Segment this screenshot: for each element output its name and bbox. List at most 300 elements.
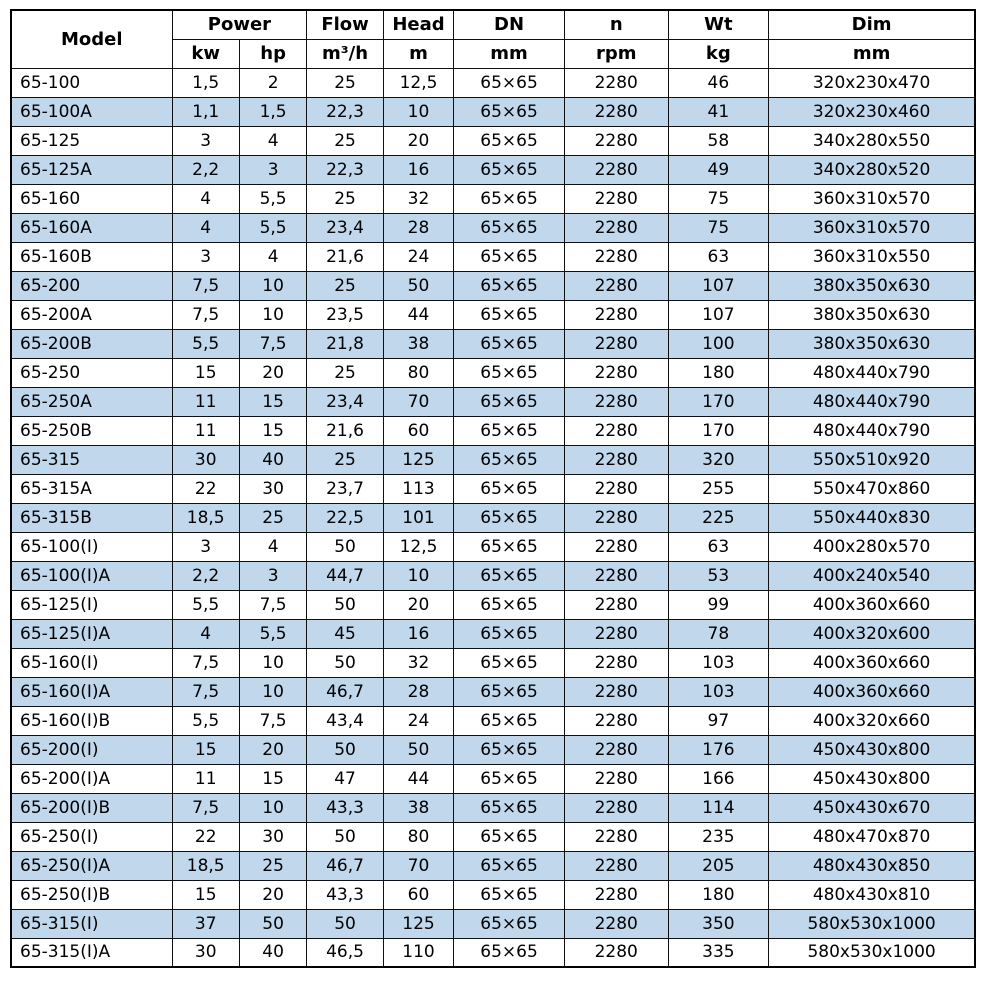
table-cell: 38 — [383, 793, 453, 822]
table-cell: 28 — [383, 677, 453, 706]
table-cell: 335 — [668, 938, 769, 967]
table-cell: 65×65 — [454, 213, 565, 242]
table-cell: 2280 — [564, 445, 668, 474]
table-cell: 65×65 — [454, 851, 565, 880]
table-row — [11, 242, 975, 271]
table-cell: 46,7 — [307, 677, 383, 706]
table-cell: 41 — [668, 97, 769, 126]
model-cell: 65-125(I) — [11, 590, 172, 619]
table-cell: 3 — [172, 126, 239, 155]
unit-header-wt: kg — [668, 39, 769, 68]
table-cell: 101 — [383, 503, 453, 532]
table-cell: 11 — [172, 416, 239, 445]
table-cell: 100 — [668, 329, 769, 358]
table-cell: 170 — [668, 387, 769, 416]
table-cell: 65×65 — [454, 155, 565, 184]
table-row — [11, 329, 975, 358]
table-row — [11, 677, 975, 706]
table-cell: 37 — [172, 909, 239, 938]
table-body — [11, 68, 975, 967]
table-cell: 5,5 — [172, 329, 239, 358]
column-header-flow: Flow — [307, 10, 383, 39]
table-cell: 99 — [668, 590, 769, 619]
unit-header-dn: mm — [454, 39, 565, 68]
table-cell: 1,5 — [239, 97, 306, 126]
model-cell: 65-200 — [11, 271, 172, 300]
model-cell: 65-200(I)A — [11, 764, 172, 793]
model-cell: 65-100(I)A — [11, 561, 172, 590]
model-cell: 65-160 — [11, 184, 172, 213]
table-cell: 550x440x830 — [769, 503, 975, 532]
table-cell: 16 — [383, 155, 453, 184]
unit-header-hp: hp — [239, 39, 306, 68]
table-cell: 65×65 — [454, 590, 565, 619]
model-cell: 65-315B — [11, 503, 172, 532]
table-row — [11, 648, 975, 677]
model-cell: 65-200A — [11, 300, 172, 329]
table-cell: 44,7 — [307, 561, 383, 590]
table-cell: 15 — [172, 735, 239, 764]
table-cell: 103 — [668, 677, 769, 706]
table-cell: 11 — [172, 764, 239, 793]
table-row — [11, 822, 975, 851]
table-cell: 7,5 — [172, 271, 239, 300]
model-cell: 65-200(I) — [11, 735, 172, 764]
table-cell: 480x440x790 — [769, 416, 975, 445]
table-cell: 12,5 — [383, 68, 453, 97]
table-cell: 50 — [383, 735, 453, 764]
table-cell: 480x430x810 — [769, 880, 975, 909]
table-cell: 24 — [383, 242, 453, 271]
table-cell: 400x320x600 — [769, 619, 975, 648]
table-cell: 4 — [239, 532, 306, 561]
table-cell: 28 — [383, 213, 453, 242]
table-cell: 20 — [239, 358, 306, 387]
model-cell: 65-125 — [11, 126, 172, 155]
table-cell: 21,8 — [307, 329, 383, 358]
model-cell: 65-250(I)B — [11, 880, 172, 909]
table-cell: 65×65 — [454, 358, 565, 387]
table-cell: 23,4 — [307, 387, 383, 416]
table-cell: 23,4 — [307, 213, 383, 242]
table-cell: 63 — [668, 242, 769, 271]
table-cell: 225 — [668, 503, 769, 532]
model-cell: 65-160B — [11, 242, 172, 271]
table-cell: 65×65 — [454, 764, 565, 793]
table-cell: 10 — [239, 271, 306, 300]
table-row — [11, 68, 975, 97]
model-cell: 65-315 — [11, 445, 172, 474]
table-row — [11, 503, 975, 532]
table-cell: 65×65 — [454, 184, 565, 213]
table-cell: 32 — [383, 184, 453, 213]
table-cell: 20 — [239, 880, 306, 909]
unit-header-n: rpm — [564, 39, 668, 68]
table-cell: 65×65 — [454, 532, 565, 561]
table-row — [11, 387, 975, 416]
table-cell: 2280 — [564, 677, 668, 706]
table-cell: 65×65 — [454, 938, 565, 967]
column-header-n: n — [564, 10, 668, 39]
table-cell: 2280 — [564, 68, 668, 97]
table-cell: 60 — [383, 880, 453, 909]
table-cell: 43,3 — [307, 793, 383, 822]
table-cell: 70 — [383, 851, 453, 880]
table-cell: 10 — [239, 300, 306, 329]
table-cell: 25 — [307, 445, 383, 474]
table-cell: 2280 — [564, 938, 668, 967]
table-cell: 2280 — [564, 590, 668, 619]
table-row — [11, 474, 975, 503]
table-cell: 1,5 — [172, 68, 239, 97]
table-cell: 360x310x570 — [769, 213, 975, 242]
table-cell: 65×65 — [454, 793, 565, 822]
table-cell: 2280 — [564, 329, 668, 358]
table-cell: 2280 — [564, 126, 668, 155]
table-cell: 65×65 — [454, 329, 565, 358]
model-cell: 65-125A — [11, 155, 172, 184]
table-cell: 380x350x630 — [769, 329, 975, 358]
table-cell: 12,5 — [383, 532, 453, 561]
table-cell: 25 — [307, 184, 383, 213]
table-cell: 2280 — [564, 706, 668, 735]
table-cell: 380x350x630 — [769, 271, 975, 300]
table-cell: 30 — [239, 822, 306, 851]
table-cell: 480x430x850 — [769, 851, 975, 880]
table-cell: 65×65 — [454, 300, 565, 329]
table-cell: 58 — [668, 126, 769, 155]
table-cell: 21,6 — [307, 416, 383, 445]
table-cell: 205 — [668, 851, 769, 880]
table-cell: 3 — [172, 532, 239, 561]
table-cell: 30 — [172, 938, 239, 967]
table-cell: 65×65 — [454, 909, 565, 938]
table-cell: 65×65 — [454, 387, 565, 416]
table-cell: 450x430x800 — [769, 735, 975, 764]
table-row — [11, 213, 975, 242]
table-cell: 50 — [307, 822, 383, 851]
table-cell: 450x430x670 — [769, 793, 975, 822]
table-cell: 550x470x860 — [769, 474, 975, 503]
table-cell: 20 — [383, 126, 453, 155]
table-cell: 25 — [239, 851, 306, 880]
table-cell: 46,7 — [307, 851, 383, 880]
table-cell: 2280 — [564, 822, 668, 851]
table-cell: 5,5 — [239, 213, 306, 242]
table-cell: 50 — [307, 735, 383, 764]
table-cell: 50 — [307, 590, 383, 619]
table-cell: 7,5 — [239, 590, 306, 619]
table-cell: 65×65 — [454, 68, 565, 97]
table-cell: 63 — [668, 532, 769, 561]
table-cell: 23,5 — [307, 300, 383, 329]
table-cell: 2280 — [564, 851, 668, 880]
table-cell: 65×65 — [454, 445, 565, 474]
model-cell: 65-160(I)A — [11, 677, 172, 706]
table-cell: 45 — [307, 619, 383, 648]
table-row — [11, 590, 975, 619]
table-cell: 65×65 — [454, 97, 565, 126]
table-cell: 10 — [383, 561, 453, 590]
table-cell: 10 — [383, 97, 453, 126]
table-cell: 580x530x1000 — [769, 909, 975, 938]
table-cell: 38 — [383, 329, 453, 358]
table-cell: 2280 — [564, 242, 668, 271]
model-cell: 65-250B — [11, 416, 172, 445]
table-cell: 1,1 — [172, 97, 239, 126]
table-cell: 480x440x790 — [769, 358, 975, 387]
table-cell: 60 — [383, 416, 453, 445]
table-cell: 4 — [172, 184, 239, 213]
table-cell: 320 — [668, 445, 769, 474]
table-cell: 400x240x540 — [769, 561, 975, 590]
table-cell: 2280 — [564, 909, 668, 938]
table-cell: 80 — [383, 358, 453, 387]
table-cell: 44 — [383, 764, 453, 793]
table-cell: 110 — [383, 938, 453, 967]
table-cell: 2280 — [564, 155, 668, 184]
table-row — [11, 561, 975, 590]
model-cell: 65-250 — [11, 358, 172, 387]
table-cell: 20 — [383, 590, 453, 619]
unit-header-dim: mm — [769, 39, 975, 68]
table-cell: 78 — [668, 619, 769, 648]
table-cell: 2280 — [564, 619, 668, 648]
table-cell: 10 — [239, 648, 306, 677]
table-cell: 170 — [668, 416, 769, 445]
table-row — [11, 358, 975, 387]
table-cell: 125 — [383, 445, 453, 474]
table-cell: 80 — [383, 822, 453, 851]
table-row — [11, 706, 975, 735]
table-cell: 255 — [668, 474, 769, 503]
table-cell: 3 — [172, 242, 239, 271]
table-cell: 400x360x660 — [769, 677, 975, 706]
table-cell: 7,5 — [172, 648, 239, 677]
table-cell: 16 — [383, 619, 453, 648]
model-cell: 65-200(I)B — [11, 793, 172, 822]
table-cell: 24 — [383, 706, 453, 735]
table-cell: 65×65 — [454, 126, 565, 155]
table-cell: 65×65 — [454, 677, 565, 706]
table-cell: 2280 — [564, 184, 668, 213]
table-cell: 10 — [239, 677, 306, 706]
table-cell: 65×65 — [454, 242, 565, 271]
model-cell: 65-200B — [11, 329, 172, 358]
table-row — [11, 793, 975, 822]
table-cell: 320x230x470 — [769, 68, 975, 97]
table-cell: 107 — [668, 300, 769, 329]
table-cell: 2280 — [564, 764, 668, 793]
table-cell: 7,5 — [239, 706, 306, 735]
model-cell: 65-100A — [11, 97, 172, 126]
table-cell: 46 — [668, 68, 769, 97]
table-cell: 70 — [383, 387, 453, 416]
table-cell: 50 — [383, 271, 453, 300]
table-cell: 65×65 — [454, 735, 565, 764]
model-cell: 65-315(I)A — [11, 938, 172, 967]
table-cell: 25 — [307, 68, 383, 97]
table-row — [11, 184, 975, 213]
column-header-wt: Wt — [668, 10, 769, 39]
column-header-head: Head — [383, 10, 453, 39]
table-cell: 2280 — [564, 97, 668, 126]
table-cell: 5,5 — [172, 706, 239, 735]
table-cell: 7,5 — [172, 793, 239, 822]
table-cell: 65×65 — [454, 561, 565, 590]
table-cell: 50 — [307, 909, 383, 938]
table-cell: 75 — [668, 213, 769, 242]
table-cell: 166 — [668, 764, 769, 793]
unit-header-flow: m³/h — [307, 39, 383, 68]
table-cell: 5,5 — [172, 590, 239, 619]
table-cell: 320x230x460 — [769, 97, 975, 126]
table-cell: 2280 — [564, 474, 668, 503]
table-cell: 65×65 — [454, 822, 565, 851]
table-cell: 480x470x870 — [769, 822, 975, 851]
table-cell: 15 — [239, 764, 306, 793]
table-cell: 11 — [172, 387, 239, 416]
table-cell: 53 — [668, 561, 769, 590]
table-cell: 65×65 — [454, 648, 565, 677]
table-cell: 3 — [239, 155, 306, 184]
model-cell: 65-125(I)A — [11, 619, 172, 648]
table-cell: 400x360x660 — [769, 648, 975, 677]
table-cell: 22 — [172, 474, 239, 503]
table-cell: 5,5 — [239, 184, 306, 213]
table-cell: 32 — [383, 648, 453, 677]
table-cell: 360x310x570 — [769, 184, 975, 213]
table-cell: 25 — [307, 358, 383, 387]
table-cell: 4 — [172, 213, 239, 242]
table-cell: 65×65 — [454, 706, 565, 735]
table-cell: 340x280x550 — [769, 126, 975, 155]
unit-header-head: m — [383, 39, 453, 68]
table-cell: 2280 — [564, 793, 668, 822]
model-cell: 65-250A — [11, 387, 172, 416]
table-cell: 400x280x570 — [769, 532, 975, 561]
table-cell: 4 — [239, 242, 306, 271]
table-cell: 480x440x790 — [769, 387, 975, 416]
table-cell: 180 — [668, 880, 769, 909]
table-cell: 2280 — [564, 300, 668, 329]
table-row — [11, 532, 975, 561]
table-cell: 400x360x660 — [769, 590, 975, 619]
table-cell: 50 — [239, 909, 306, 938]
pump-spec-table — [10, 9, 976, 968]
model-cell: 65-160A — [11, 213, 172, 242]
table-cell: 15 — [172, 880, 239, 909]
table-cell: 7,5 — [172, 300, 239, 329]
header-row-groups — [11, 10, 975, 39]
table-cell: 450x430x800 — [769, 764, 975, 793]
model-cell: 65-250(I) — [11, 822, 172, 851]
table-cell: 2280 — [564, 648, 668, 677]
table-cell: 50 — [307, 648, 383, 677]
table-cell: 550x510x920 — [769, 445, 975, 474]
table-cell: 7,5 — [172, 677, 239, 706]
table-cell: 43,4 — [307, 706, 383, 735]
table-row — [11, 97, 975, 126]
table-row — [11, 735, 975, 764]
table-cell: 235 — [668, 822, 769, 851]
table-cell: 46,5 — [307, 938, 383, 967]
table-cell: 4 — [172, 619, 239, 648]
table-cell: 5,5 — [239, 619, 306, 648]
table-cell: 21,6 — [307, 242, 383, 271]
table-row — [11, 416, 975, 445]
table-cell: 30 — [239, 474, 306, 503]
model-cell: 65-100 — [11, 68, 172, 97]
table-cell: 43,3 — [307, 880, 383, 909]
column-header-power: Power — [172, 10, 307, 39]
table-cell: 400x320x660 — [769, 706, 975, 735]
table-cell: 22,3 — [307, 155, 383, 184]
table-cell: 15 — [239, 416, 306, 445]
model-cell: 65-315A — [11, 474, 172, 503]
table-row — [11, 938, 975, 967]
table-cell: 360x310x550 — [769, 242, 975, 271]
table-cell: 65×65 — [454, 880, 565, 909]
table-cell: 2280 — [564, 358, 668, 387]
table-cell: 350 — [668, 909, 769, 938]
table-cell: 50 — [307, 532, 383, 561]
model-cell: 65-315(I) — [11, 909, 172, 938]
table-cell: 114 — [668, 793, 769, 822]
table-cell: 20 — [239, 735, 306, 764]
table-cell: 18,5 — [172, 851, 239, 880]
table-cell: 107 — [668, 271, 769, 300]
table-cell: 2280 — [564, 735, 668, 764]
table-cell: 4 — [239, 126, 306, 155]
table-cell: 2280 — [564, 387, 668, 416]
model-cell: 65-250(I)A — [11, 851, 172, 880]
table-cell: 47 — [307, 764, 383, 793]
table-cell: 44 — [383, 300, 453, 329]
table-cell: 2280 — [564, 271, 668, 300]
table-cell: 2280 — [564, 213, 668, 242]
column-header-dn: DN — [454, 10, 565, 39]
table-cell: 22,5 — [307, 503, 383, 532]
table-row — [11, 619, 975, 648]
table-row — [11, 909, 975, 938]
table-cell: 2280 — [564, 503, 668, 532]
table-cell: 380x350x630 — [769, 300, 975, 329]
table-row — [11, 851, 975, 880]
unit-header-kw: kw — [172, 39, 239, 68]
table-header — [11, 10, 975, 68]
table-row — [11, 271, 975, 300]
table-cell: 65×65 — [454, 474, 565, 503]
table-cell: 2,2 — [172, 155, 239, 184]
table-cell: 7,5 — [239, 329, 306, 358]
table-cell: 22 — [172, 822, 239, 851]
table-cell: 113 — [383, 474, 453, 503]
table-cell: 25 — [307, 126, 383, 155]
table-cell: 25 — [239, 503, 306, 532]
table-row — [11, 764, 975, 793]
table-cell: 340x280x520 — [769, 155, 975, 184]
table-row — [11, 300, 975, 329]
column-header-dim: Dim — [769, 10, 975, 39]
table-cell: 65×65 — [454, 503, 565, 532]
table-cell: 125 — [383, 909, 453, 938]
table-cell: 65×65 — [454, 416, 565, 445]
table-row — [11, 126, 975, 155]
table-cell: 40 — [239, 938, 306, 967]
table-cell: 2280 — [564, 561, 668, 590]
column-header-model: Model — [11, 10, 172, 68]
